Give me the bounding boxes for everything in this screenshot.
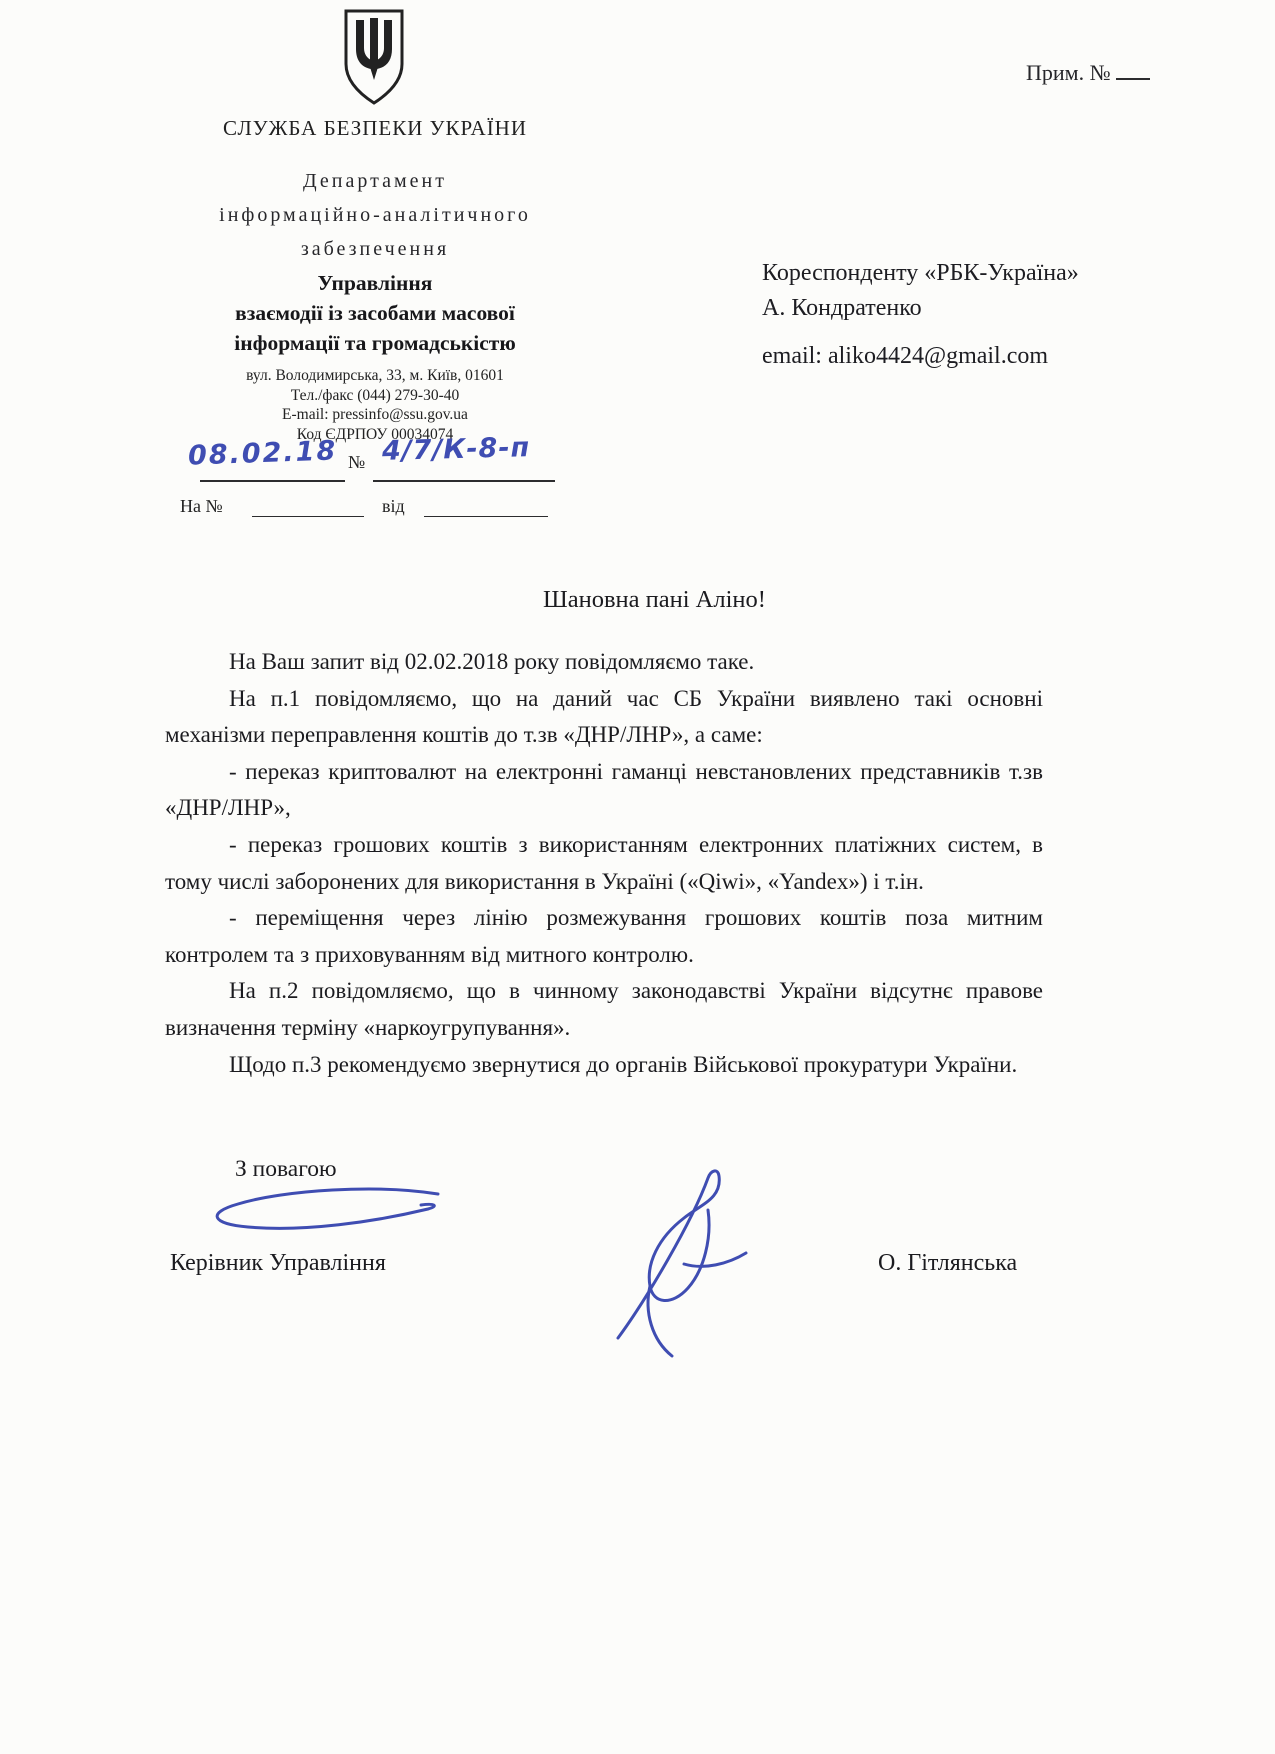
recipient-line1: Кореспонденту «РБК-Україна» bbox=[762, 260, 1079, 286]
organization-name: СЛУЖБА БЕЗПЕКИ УКРАЇНИ bbox=[222, 116, 528, 140]
handwritten-outgoing-number: 4/7/К-8-п bbox=[381, 432, 531, 467]
body-paragraph: - переказ грошових коштів з використанням електронних платіжних систем, в тому числі заборонених для використання в Україні («Qiwi», «Yandex») і т.ін. bbox=[165, 831, 1043, 894]
letter-body bbox=[165, 644, 1043, 1083]
number-sign-label: № bbox=[348, 452, 366, 472]
division-name bbox=[150, 268, 600, 358]
division-line: інформації та громадськістю bbox=[234, 331, 516, 355]
recipient-line2: А. Кондратенко bbox=[762, 295, 922, 321]
reference-number-label: На № bbox=[180, 496, 223, 516]
department-line: Департамент bbox=[303, 170, 447, 192]
reference-from-label: від bbox=[382, 496, 405, 516]
handwritten-outgoing-date: 08.02.18 bbox=[187, 435, 338, 472]
email-line: E-mail: pressinfo@ssu.gov.ua bbox=[282, 406, 468, 423]
copy-number-field bbox=[1026, 60, 1150, 86]
division-line: взаємодії із засобами масової bbox=[235, 301, 515, 325]
closing-signature-scribble bbox=[192, 1178, 454, 1244]
department-line: інформаційно-аналітичного bbox=[219, 204, 531, 226]
signature-flourish bbox=[580, 1160, 790, 1360]
signer-title: Керівник Управління bbox=[170, 1250, 386, 1276]
department-name bbox=[130, 164, 620, 266]
closing-phrase: З повагою bbox=[235, 1156, 337, 1182]
body-paragraph: На п.1 повідомляємо, що на даний час СБ України виявлено такі основні механізми переправлення коштів до т.зв «ДНР/ЛНР», а саме: bbox=[165, 685, 1043, 748]
body-paragraph: - переміщення через лінію розмежування грошових коштів поза митним контролем та з приховуванням від митного контролю. bbox=[165, 905, 1043, 967]
body-paragraph: - переказ криптовалют на електронні гаманці невстановлених представників т.зв «ДНР/ЛНР», bbox=[165, 758, 1043, 821]
date-blank-line bbox=[200, 480, 345, 482]
division-line: Управління bbox=[317, 271, 433, 295]
body-paragraph: Щодо п.3 рекомендуємо звернутися до органів Військової прокуратури України. bbox=[229, 1051, 1018, 1077]
contact-block bbox=[150, 366, 600, 444]
reference-date-blank-line bbox=[424, 516, 548, 517]
recipient-email: email: aliko4424@gmail.com bbox=[762, 343, 1049, 369]
number-blank-line bbox=[373, 480, 555, 482]
copy-number-blank-line bbox=[1116, 60, 1150, 80]
department-line: забезпечення bbox=[300, 238, 450, 260]
copy-number-label: Прим. № bbox=[1026, 60, 1111, 85]
reference-number-blank-line bbox=[252, 516, 364, 517]
signer-name: О. Гітлянська bbox=[878, 1250, 1018, 1276]
phone-line: Тел./факс (044) 279-30-40 bbox=[290, 386, 460, 404]
body-paragraph: На Ваш запит від 02.02.2018 року повідомляємо таке. bbox=[229, 649, 755, 674]
salutation: Шановна пані Аліно! bbox=[543, 586, 766, 613]
edrpou-line: Код ЄДРПОУ 00034074 bbox=[296, 425, 454, 443]
address-line: вул. Володимирська, 33, м. Київ, 01601 bbox=[246, 367, 504, 384]
ukraine-trident-emblem-icon bbox=[337, 6, 411, 108]
body-paragraph: На п.2 повідомляємо, що в чинному законодавстві України відсутнє правове визначення терміну «наркоугрупування». bbox=[165, 978, 1043, 1040]
recipient-block bbox=[762, 256, 1182, 374]
